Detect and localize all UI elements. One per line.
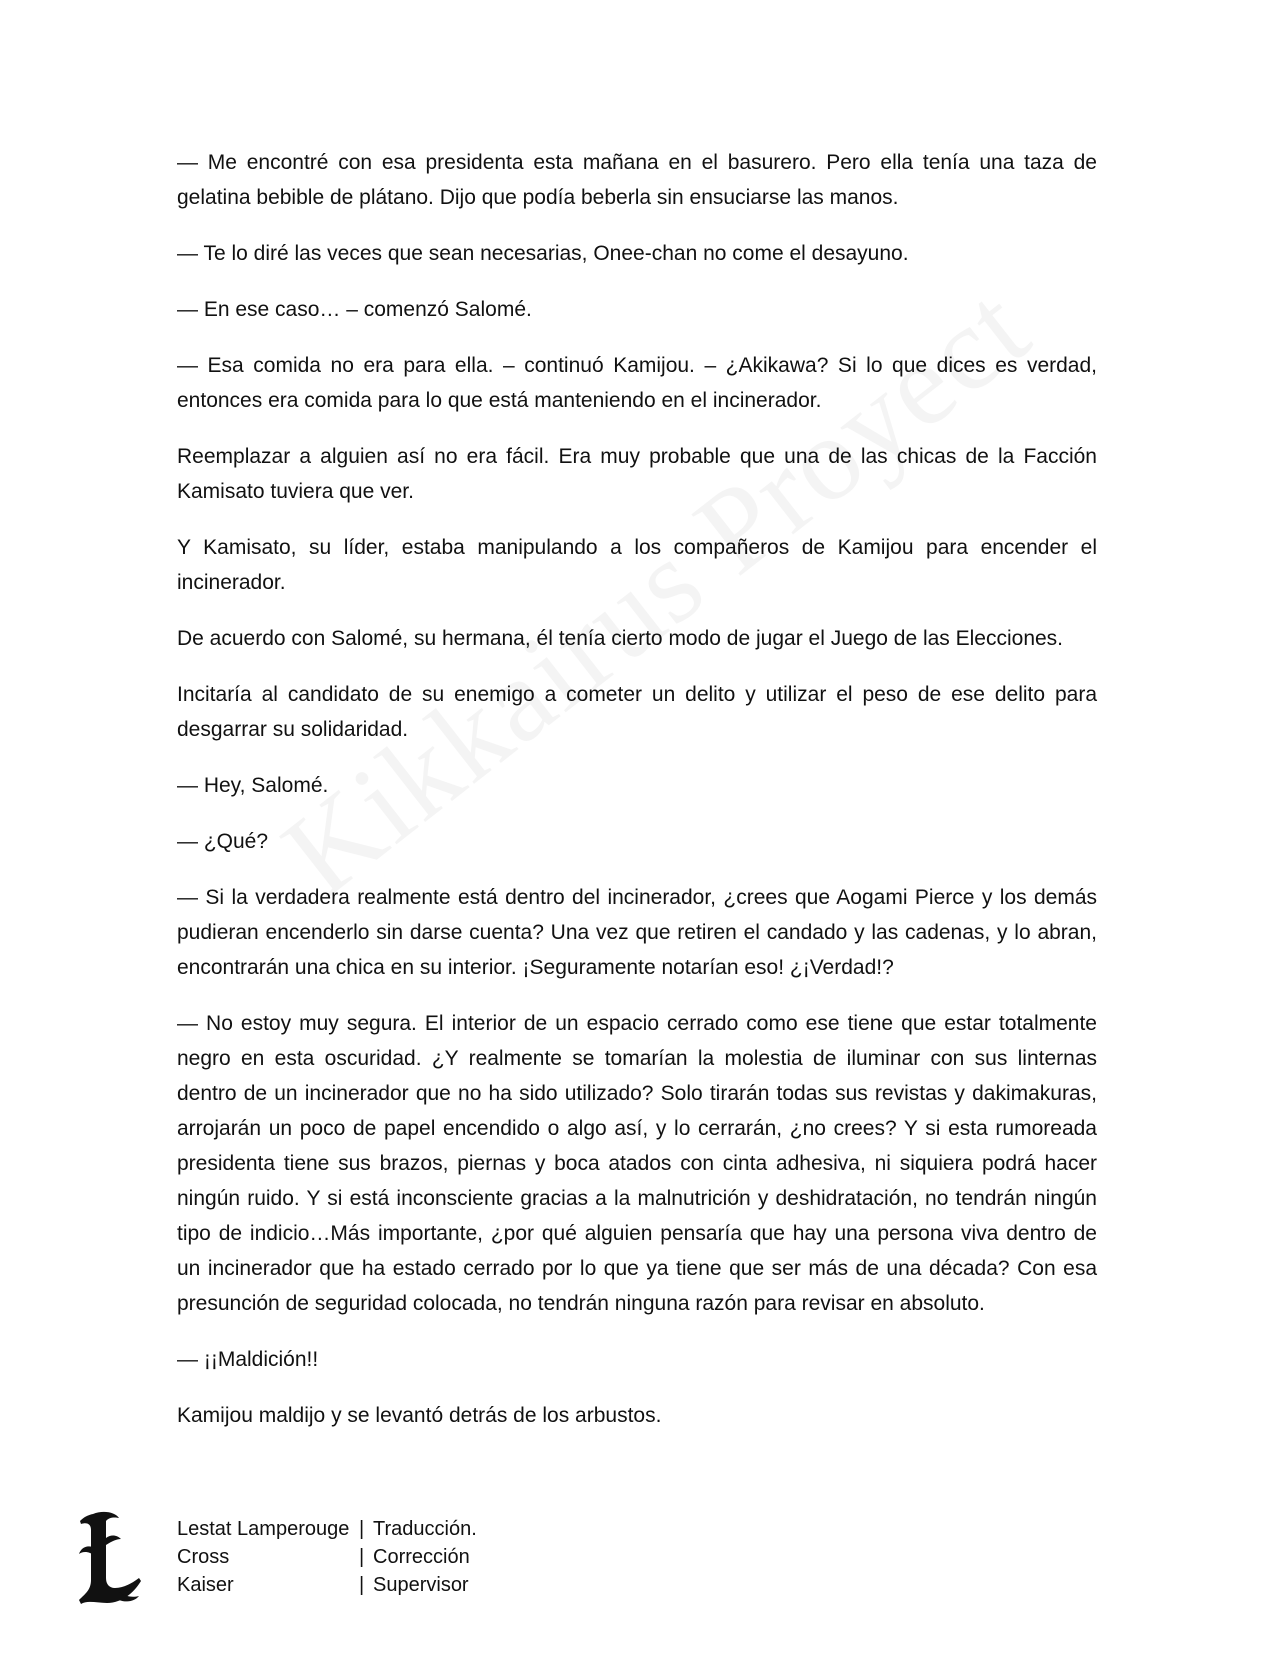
document-body (177, 145, 1097, 1454)
paragraph: — Te lo diré las veces que sean necesarias, Onee-chan no come el desayuno. (177, 242, 909, 265)
credits-block (177, 1515, 477, 1599)
paragraph: Reemplazar a alguien así no era fácil. Era muy probable que una de las chicas de la Facción Kamisato tuviera que ver. (177, 445, 1097, 503)
paragraph: — No estoy muy segura. El interior de un espacio cerrado como ese tiene que estar totalmente negro en esta oscuridad. ¿Y realmente se tomarían la molestia de iluminar con sus linternas dentro de un incinerador que no ha sido utilizado? Solo tirarán todas sus revistas y dakimakuras, arrojarán un poco de papel encendido o algo así, y lo cerrarán, ¿no crees? Y si esta rumoreada presidenta tiene sus brazos, piernas y boca atados con cinta adhesiva, ni siquiera podrá hacer ningún ruido. Y si está inconsciente gracias a la malnutrición y deshidratación, no tendrán ningún tipo de indicio…Más importante, ¿por qué alguien pensaría que hay una persona viva dentro de un incinerador que ha estado cerrado por lo que ya tiene que ser más de una década? Con esa presunción de seguridad colocada, no tendrán ninguna razón para revisar en absoluto. (177, 1012, 1097, 1315)
credit-name: Cross (177, 1546, 230, 1568)
paragraph: — En ese caso… – comenzó Salomé. (177, 298, 532, 321)
credit-row (177, 1515, 477, 1543)
credit-role: Supervisor (373, 1574, 469, 1596)
credit-role: Traducción. (373, 1518, 477, 1540)
credit-separator: | (359, 1574, 365, 1596)
gothic-letter-l-logo-icon (75, 1508, 145, 1608)
paragraph: Kamijou maldijo y se levantó detrás de los arbustos. (177, 1404, 662, 1427)
paragraph: — ¿Qué? (177, 830, 269, 853)
paragraph: — Me encontré con esa presidenta esta mañana en el basurero. Pero ella tenía una taza de gelatina bebible de plátano. Dijo que podía beberla sin ensuciarse las manos. (177, 151, 1097, 209)
paragraph: — Esa comida no era para ella. – continuó Kamijou. – ¿Akikawa? Si lo que dices es verdad, entonces era comida para lo que está manteniendo en el incinerador. (177, 354, 1097, 412)
credit-name: Lestat Lamperouge (177, 1518, 350, 1540)
credit-role: Corrección (373, 1546, 470, 1568)
credit-row (177, 1543, 477, 1571)
paragraph: — Si la verdadera realmente está dentro del incinerador, ¿crees que Aogami Pierce y los demás pudieran encenderlo sin darse cuenta? Una vez que retiren el candado y las cadenas, y lo abran, encontrarán una chica en su interior. ¡Seguramente notarían eso! ¿¡Verdad!? (177, 886, 1097, 979)
credit-row (177, 1571, 477, 1599)
paragraph: De acuerdo con Salomé, su hermana, él tenía cierto modo de jugar el Juego de las Elecciones. (177, 627, 1064, 650)
paragraph: Incitaría al candidato de su enemigo a cometer un delito y utilizar el peso de ese delito para desgarrar su solidaridad. (177, 683, 1097, 741)
credit-separator: | (359, 1518, 365, 1540)
paragraph: — Hey, Salomé. (177, 774, 329, 797)
credit-name: Kaiser (177, 1574, 234, 1596)
credit-separator: | (359, 1546, 365, 1568)
paragraph: — ¡¡Maldición!! (177, 1348, 319, 1371)
paragraph: Y Kamisato, su líder, estaba manipulando a los compañeros de Kamijou para encender el incinerador. (177, 536, 1097, 594)
